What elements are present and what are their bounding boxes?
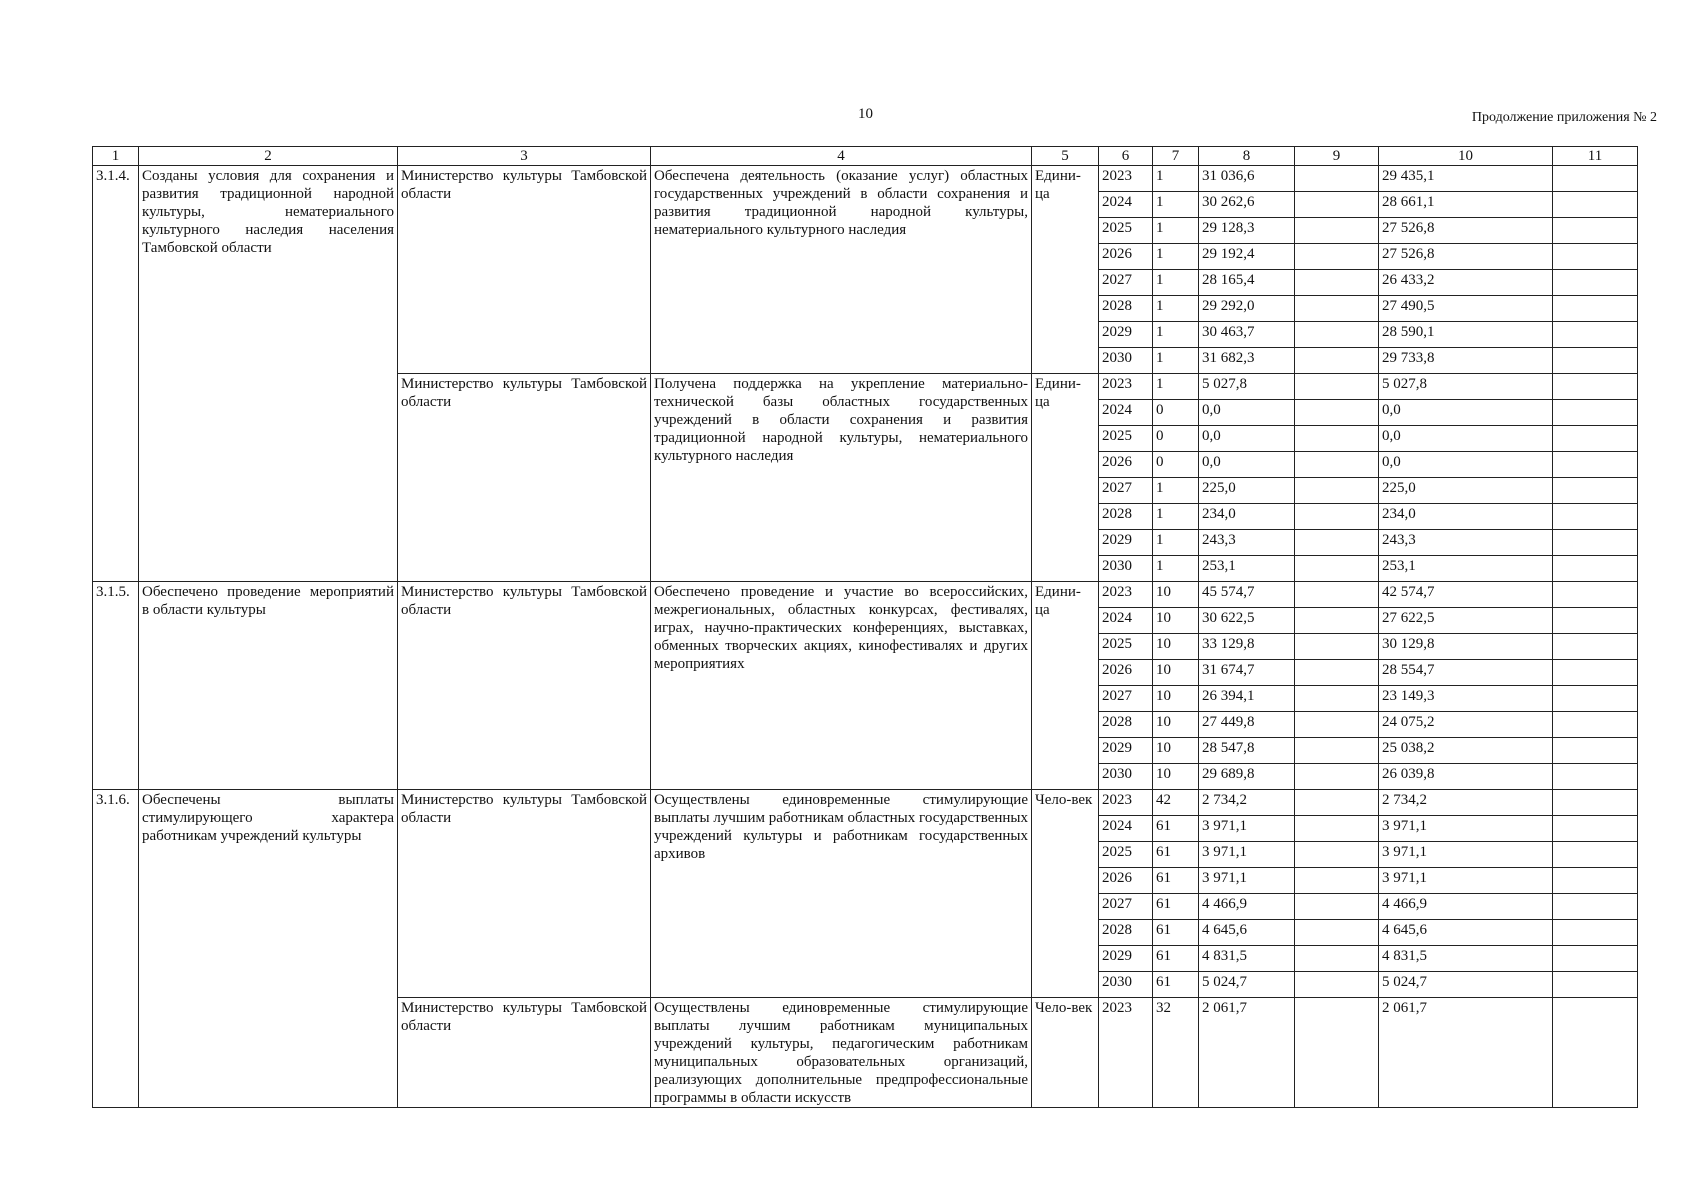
col10-cell bbox=[1553, 816, 1638, 842]
col8-cell bbox=[1295, 244, 1379, 270]
col8-cell bbox=[1295, 608, 1379, 634]
year-cell: 2025 bbox=[1099, 426, 1153, 452]
column-number-9: 9 bbox=[1295, 147, 1379, 166]
col10-cell bbox=[1553, 738, 1638, 764]
total-cell: 0,0 bbox=[1199, 400, 1295, 426]
total-cell: 29 292,0 bbox=[1199, 296, 1295, 322]
total-cell: 31 674,7 bbox=[1199, 660, 1295, 686]
col10-cell bbox=[1553, 712, 1638, 738]
column-number-11: 11 bbox=[1553, 147, 1638, 166]
column-number-4: 4 bbox=[651, 147, 1032, 166]
total-cell: 253,1 bbox=[1199, 556, 1295, 582]
regional-budget-cell: 24 075,2 bbox=[1379, 712, 1553, 738]
regional-budget-cell: 23 149,3 bbox=[1379, 686, 1553, 712]
quantity-cell: 1 bbox=[1153, 270, 1199, 296]
column-number-1: 1 bbox=[93, 147, 139, 166]
regional-budget-cell: 3 971,1 bbox=[1379, 868, 1553, 894]
total-cell: 28 165,4 bbox=[1199, 270, 1295, 296]
total-cell: 29 128,3 bbox=[1199, 218, 1295, 244]
result-cell: Обеспечено проведение и участие во всероссийских, межрегиональных, областных конкурсах, фестивалях, играх, научно-практических конференциях, выставках, обменных творческих акциях, кинофестивалях и других мероприятиях bbox=[651, 582, 1032, 790]
quantity-cell: 61 bbox=[1153, 868, 1199, 894]
quantity-cell: 10 bbox=[1153, 608, 1199, 634]
total-cell: 2 061,7 bbox=[1199, 998, 1295, 1108]
quantity-cell: 61 bbox=[1153, 894, 1199, 920]
col10-cell bbox=[1553, 972, 1638, 998]
quantity-cell: 1 bbox=[1153, 322, 1199, 348]
quantity-cell: 0 bbox=[1153, 452, 1199, 478]
col8-cell bbox=[1295, 530, 1379, 556]
program-table bbox=[92, 146, 1638, 1108]
regional-budget-cell: 253,1 bbox=[1379, 556, 1553, 582]
col8-cell bbox=[1295, 816, 1379, 842]
quantity-cell: 1 bbox=[1153, 166, 1199, 192]
quantity-cell: 10 bbox=[1153, 660, 1199, 686]
col8-cell bbox=[1295, 868, 1379, 894]
regional-budget-cell: 26 039,8 bbox=[1379, 764, 1553, 790]
total-cell: 3 971,1 bbox=[1199, 868, 1295, 894]
unit-cell: Едини-ца bbox=[1032, 166, 1099, 374]
regional-budget-cell: 243,3 bbox=[1379, 530, 1553, 556]
col8-cell bbox=[1295, 920, 1379, 946]
col8-cell bbox=[1295, 972, 1379, 998]
col10-cell bbox=[1553, 868, 1638, 894]
column-number-5: 5 bbox=[1032, 147, 1099, 166]
regional-budget-cell: 28 590,1 bbox=[1379, 322, 1553, 348]
col8-cell bbox=[1295, 322, 1379, 348]
year-cell: 2025 bbox=[1099, 634, 1153, 660]
col10-cell bbox=[1553, 270, 1638, 296]
executor-cell: Министерство культуры Тамбовской области bbox=[398, 998, 651, 1108]
quantity-cell: 1 bbox=[1153, 374, 1199, 400]
unit-cell: Едини-ца bbox=[1032, 582, 1099, 790]
year-cell: 2026 bbox=[1099, 452, 1153, 478]
regional-budget-cell: 0,0 bbox=[1379, 400, 1553, 426]
quantity-cell: 1 bbox=[1153, 556, 1199, 582]
year-cell: 2028 bbox=[1099, 504, 1153, 530]
col10-cell bbox=[1553, 998, 1638, 1108]
total-cell: 234,0 bbox=[1199, 504, 1295, 530]
column-number-10: 10 bbox=[1379, 147, 1553, 166]
total-cell: 5 024,7 bbox=[1199, 972, 1295, 998]
year-cell: 2025 bbox=[1099, 218, 1153, 244]
col10-cell bbox=[1553, 946, 1638, 972]
col8-cell bbox=[1295, 504, 1379, 530]
quantity-cell: 1 bbox=[1153, 296, 1199, 322]
col10-cell bbox=[1553, 322, 1638, 348]
quantity-cell: 1 bbox=[1153, 530, 1199, 556]
year-cell: 2024 bbox=[1099, 192, 1153, 218]
regional-budget-cell: 30 129,8 bbox=[1379, 634, 1553, 660]
unit-cell: Чело-век bbox=[1032, 998, 1099, 1108]
total-cell: 4 645,6 bbox=[1199, 920, 1295, 946]
col8-cell bbox=[1295, 686, 1379, 712]
regional-budget-cell: 27 622,5 bbox=[1379, 608, 1553, 634]
col10-cell bbox=[1553, 894, 1638, 920]
col10-cell bbox=[1553, 920, 1638, 946]
col10-cell bbox=[1553, 478, 1638, 504]
quantity-cell: 61 bbox=[1153, 972, 1199, 998]
item-name: Обеспечены выплаты стимулирующего характера работникам учреждений культуры bbox=[139, 790, 398, 1108]
total-cell: 225,0 bbox=[1199, 478, 1295, 504]
total-cell: 5 027,8 bbox=[1199, 374, 1295, 400]
total-cell: 31 036,6 bbox=[1199, 166, 1295, 192]
year-cell: 2029 bbox=[1099, 738, 1153, 764]
page-number: 10 bbox=[858, 106, 873, 122]
year-cell: 2028 bbox=[1099, 920, 1153, 946]
col8-cell bbox=[1295, 998, 1379, 1108]
total-cell: 29 192,4 bbox=[1199, 244, 1295, 270]
col8-cell bbox=[1295, 894, 1379, 920]
year-cell: 2024 bbox=[1099, 400, 1153, 426]
col8-cell bbox=[1295, 712, 1379, 738]
total-cell: 3 971,1 bbox=[1199, 816, 1295, 842]
executor-cell: Министерство культуры Тамбовской области bbox=[398, 166, 651, 374]
result-cell: Обеспечена деятельность (оказание услуг) областных государственных учреждений в области сохранения и развития традиционной народной культуры, нематериального культурного наследия bbox=[651, 166, 1032, 374]
col10-cell bbox=[1553, 608, 1638, 634]
total-cell: 30 262,6 bbox=[1199, 192, 1295, 218]
col10-cell bbox=[1553, 426, 1638, 452]
total-cell: 29 689,8 bbox=[1199, 764, 1295, 790]
total-cell: 0,0 bbox=[1199, 426, 1295, 452]
quantity-cell: 1 bbox=[1153, 504, 1199, 530]
col10-cell bbox=[1553, 452, 1638, 478]
total-cell: 0,0 bbox=[1199, 452, 1295, 478]
total-cell: 4 831,5 bbox=[1199, 946, 1295, 972]
quantity-cell: 1 bbox=[1153, 348, 1199, 374]
col10-cell bbox=[1553, 166, 1638, 192]
col8-cell bbox=[1295, 452, 1379, 478]
regional-budget-cell: 3 971,1 bbox=[1379, 842, 1553, 868]
quantity-cell: 32 bbox=[1153, 998, 1199, 1108]
year-cell: 2028 bbox=[1099, 712, 1153, 738]
regional-budget-cell: 5 027,8 bbox=[1379, 374, 1553, 400]
unit-cell: Едини-ца bbox=[1032, 374, 1099, 582]
year-cell: 2024 bbox=[1099, 816, 1153, 842]
regional-budget-cell: 234,0 bbox=[1379, 504, 1553, 530]
regional-budget-cell: 27 490,5 bbox=[1379, 296, 1553, 322]
total-cell: 31 682,3 bbox=[1199, 348, 1295, 374]
col10-cell bbox=[1553, 764, 1638, 790]
total-cell: 33 129,8 bbox=[1199, 634, 1295, 660]
regional-budget-cell: 0,0 bbox=[1379, 426, 1553, 452]
year-cell: 2026 bbox=[1099, 660, 1153, 686]
item-code: 3.1.5. bbox=[93, 582, 139, 790]
quantity-cell: 42 bbox=[1153, 790, 1199, 816]
col10-cell bbox=[1553, 556, 1638, 582]
col10-cell bbox=[1553, 660, 1638, 686]
year-cell: 2030 bbox=[1099, 348, 1153, 374]
regional-budget-cell: 29 733,8 bbox=[1379, 348, 1553, 374]
year-cell: 2027 bbox=[1099, 894, 1153, 920]
regional-budget-cell: 4 645,6 bbox=[1379, 920, 1553, 946]
quantity-cell: 61 bbox=[1153, 946, 1199, 972]
col8-cell bbox=[1295, 634, 1379, 660]
year-cell: 2023 bbox=[1099, 790, 1153, 816]
year-cell: 2029 bbox=[1099, 946, 1153, 972]
regional-budget-cell: 4 831,5 bbox=[1379, 946, 1553, 972]
result-cell: Получена поддержка на укрепление материально-технической базы областных государственных учреждений в области сохранения и развития традиционной народной культуры, нематериального культурного наследия bbox=[651, 374, 1032, 582]
col8-cell bbox=[1295, 218, 1379, 244]
regional-budget-cell: 3 971,1 bbox=[1379, 816, 1553, 842]
col8-cell bbox=[1295, 660, 1379, 686]
year-cell: 2027 bbox=[1099, 686, 1153, 712]
total-cell: 45 574,7 bbox=[1199, 582, 1295, 608]
total-cell: 2 734,2 bbox=[1199, 790, 1295, 816]
result-cell: Осуществлены единовременные стимулирующие выплаты лучшим работникам муниципальных учреждений культуры, педагогическим работникам муниципальных образовательных организаций, реализующих дополнительные предпрофессиональные программы в области искусств bbox=[651, 998, 1032, 1108]
unit-cell: Чело-век bbox=[1032, 790, 1099, 998]
col10-cell bbox=[1553, 790, 1638, 816]
col10-cell bbox=[1553, 842, 1638, 868]
total-cell: 30 463,7 bbox=[1199, 322, 1295, 348]
col10-cell bbox=[1553, 374, 1638, 400]
col10-cell bbox=[1553, 400, 1638, 426]
quantity-cell: 1 bbox=[1153, 192, 1199, 218]
quantity-cell: 61 bbox=[1153, 816, 1199, 842]
regional-budget-cell: 0,0 bbox=[1379, 452, 1553, 478]
regional-budget-cell: 28 661,1 bbox=[1379, 192, 1553, 218]
regional-budget-cell: 4 466,9 bbox=[1379, 894, 1553, 920]
col10-cell bbox=[1553, 582, 1638, 608]
col8-cell bbox=[1295, 374, 1379, 400]
col10-cell bbox=[1553, 686, 1638, 712]
column-number-8: 8 bbox=[1199, 147, 1295, 166]
col8-cell bbox=[1295, 166, 1379, 192]
col8-cell bbox=[1295, 400, 1379, 426]
year-cell: 2023 bbox=[1099, 166, 1153, 192]
total-cell: 28 547,8 bbox=[1199, 738, 1295, 764]
executor-cell: Министерство культуры Тамбовской области bbox=[398, 790, 651, 998]
item-name: Обеспечено проведение мероприятий в области культуры bbox=[139, 582, 398, 790]
col8-cell bbox=[1295, 556, 1379, 582]
col10-cell bbox=[1553, 634, 1638, 660]
year-cell: 2027 bbox=[1099, 270, 1153, 296]
total-cell: 243,3 bbox=[1199, 530, 1295, 556]
executor-cell: Министерство культуры Тамбовской области bbox=[398, 374, 651, 582]
regional-budget-cell: 42 574,7 bbox=[1379, 582, 1553, 608]
quantity-cell: 61 bbox=[1153, 920, 1199, 946]
column-number-7: 7 bbox=[1153, 147, 1199, 166]
col8-cell bbox=[1295, 296, 1379, 322]
col8-cell bbox=[1295, 478, 1379, 504]
quantity-cell: 1 bbox=[1153, 218, 1199, 244]
regional-budget-cell: 27 526,8 bbox=[1379, 244, 1553, 270]
year-cell: 2023 bbox=[1099, 998, 1153, 1108]
col10-cell bbox=[1553, 244, 1638, 270]
result-cell: Осуществлены единовременные стимулирующие выплаты лучшим работникам областных государственных учреждений культуры и работникам государственных архивов bbox=[651, 790, 1032, 998]
column-number-3: 3 bbox=[398, 147, 651, 166]
total-cell: 3 971,1 bbox=[1199, 842, 1295, 868]
year-cell: 2029 bbox=[1099, 530, 1153, 556]
col8-cell bbox=[1295, 946, 1379, 972]
table-row bbox=[93, 582, 1638, 608]
col10-cell bbox=[1553, 504, 1638, 530]
year-cell: 2027 bbox=[1099, 478, 1153, 504]
col8-cell bbox=[1295, 192, 1379, 218]
appendix-caption: Продолжение приложения № 2 bbox=[1471, 110, 1657, 125]
col8-cell bbox=[1295, 790, 1379, 816]
table-row bbox=[93, 166, 1638, 192]
total-cell: 30 622,5 bbox=[1199, 608, 1295, 634]
quantity-cell: 10 bbox=[1153, 634, 1199, 660]
regional-budget-cell: 225,0 bbox=[1379, 478, 1553, 504]
item-code: 3.1.6. bbox=[93, 790, 139, 1108]
year-cell: 2023 bbox=[1099, 374, 1153, 400]
total-cell: 27 449,8 bbox=[1199, 712, 1295, 738]
year-cell: 2026 bbox=[1099, 868, 1153, 894]
col8-cell bbox=[1295, 270, 1379, 296]
quantity-cell: 1 bbox=[1153, 244, 1199, 270]
col10-cell bbox=[1553, 218, 1638, 244]
year-cell: 2025 bbox=[1099, 842, 1153, 868]
year-cell: 2030 bbox=[1099, 556, 1153, 582]
regional-budget-cell: 2 734,2 bbox=[1379, 790, 1553, 816]
col10-cell bbox=[1553, 296, 1638, 322]
col8-cell bbox=[1295, 426, 1379, 452]
quantity-cell: 1 bbox=[1153, 478, 1199, 504]
quantity-cell: 10 bbox=[1153, 686, 1199, 712]
col8-cell bbox=[1295, 738, 1379, 764]
year-cell: 2030 bbox=[1099, 972, 1153, 998]
regional-budget-cell: 28 554,7 bbox=[1379, 660, 1553, 686]
col10-cell bbox=[1553, 530, 1638, 556]
regional-budget-cell: 2 061,7 bbox=[1379, 998, 1553, 1108]
col8-cell bbox=[1295, 582, 1379, 608]
column-number-6: 6 bbox=[1099, 147, 1153, 166]
item-code: 3.1.4. bbox=[93, 166, 139, 582]
quantity-cell: 10 bbox=[1153, 712, 1199, 738]
col10-cell bbox=[1553, 192, 1638, 218]
col8-cell bbox=[1295, 348, 1379, 374]
quantity-cell: 10 bbox=[1153, 764, 1199, 790]
quantity-cell: 0 bbox=[1153, 426, 1199, 452]
regional-budget-cell: 27 526,8 bbox=[1379, 218, 1553, 244]
year-cell: 2026 bbox=[1099, 244, 1153, 270]
executor-cell: Министерство культуры Тамбовской области bbox=[398, 582, 651, 790]
total-cell: 26 394,1 bbox=[1199, 686, 1295, 712]
quantity-cell: 0 bbox=[1153, 400, 1199, 426]
col8-cell bbox=[1295, 842, 1379, 868]
regional-budget-cell: 29 435,1 bbox=[1379, 166, 1553, 192]
quantity-cell: 10 bbox=[1153, 582, 1199, 608]
column-number-header bbox=[93, 147, 1638, 166]
quantity-cell: 10 bbox=[1153, 738, 1199, 764]
quantity-cell: 61 bbox=[1153, 842, 1199, 868]
regional-budget-cell: 25 038,2 bbox=[1379, 738, 1553, 764]
col10-cell bbox=[1553, 348, 1638, 374]
year-cell: 2030 bbox=[1099, 764, 1153, 790]
year-cell: 2028 bbox=[1099, 296, 1153, 322]
year-cell: 2024 bbox=[1099, 608, 1153, 634]
year-cell: 2023 bbox=[1099, 582, 1153, 608]
year-cell: 2029 bbox=[1099, 322, 1153, 348]
col8-cell bbox=[1295, 764, 1379, 790]
regional-budget-cell: 5 024,7 bbox=[1379, 972, 1553, 998]
item-name: Созданы условия для сохранения и развития традиционной народной культуры, нематериального культурного наследия населения Тамбовской области bbox=[139, 166, 398, 582]
regional-budget-cell: 26 433,2 bbox=[1379, 270, 1553, 296]
total-cell: 4 466,9 bbox=[1199, 894, 1295, 920]
column-number-2: 2 bbox=[139, 147, 398, 166]
table-row bbox=[93, 790, 1638, 816]
